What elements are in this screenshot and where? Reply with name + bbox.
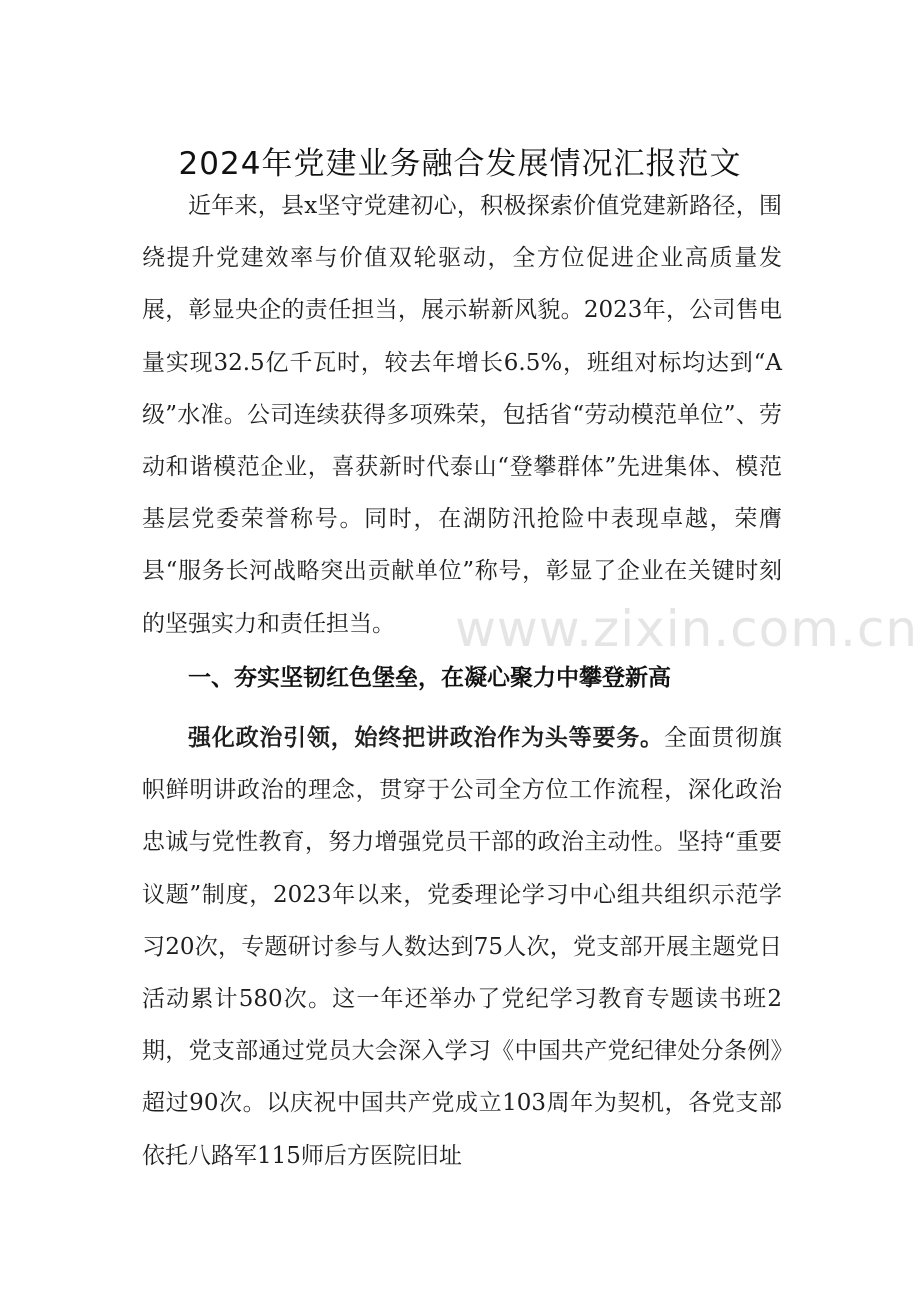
document-title: 2024年党建业务融合发展情况汇报范文 [178,146,742,182]
watermark: www.zixin.com.cn [455,600,919,658]
section-paragraph [142,712,782,1182]
paragraph-lead-sentence: 强化政治引领，始终把讲政治作为头等要务。 [188,725,664,751]
section-heading: 一、夯实坚韧红色堡垒，在凝心聚力中攀登新高 [188,665,671,691]
intro-paragraph: 近年来，县x坚守党建初心，积极探索价值党建新路径，围绕提升党建效率与价值双轮驱动，全方位促进企业高质量发展，彰显央企的责任担当，展示崭新风貌。2023年，公司售电量实现32.5亿千瓦时，较去年增长6.5%，班组对标均达到“A级”水准。公司连续获得多项殊荣，包括省“劳动模范单位”、劳动和谐模范企业，喜获新时代泰山“登攀群体”先进集体、模范基层党委荣誉称号。同时，在湖防汛抢险中表现卓越，荣膺县“服务长河战略突出贡献单位”称号，彰显了企业在关键时刻的坚强实力和责任担当。 [142,193,782,637]
paragraph-body: 全面贯彻旗帜鲜明讲政治的理念，贯穿于公司全方位工作流程，深化政治忠诚与党性教育，努力增强党员干部的政治主动性。坚持“重要议题”制度，2023年以来，党委理论学习中心组共组织示范学习20次，专题研讨参与人数达到75人次，党支部开展主题党日活动累计580次。这一年还举办了党纪学习教育专题读书班2期，党支部通过党员大会深入学习《中国共产党纪律处分条例》超过90次。以庆祝中国共产党成立103周年为契机，各党支部依托八路军115师后方医院旧址 [142,725,783,1169]
